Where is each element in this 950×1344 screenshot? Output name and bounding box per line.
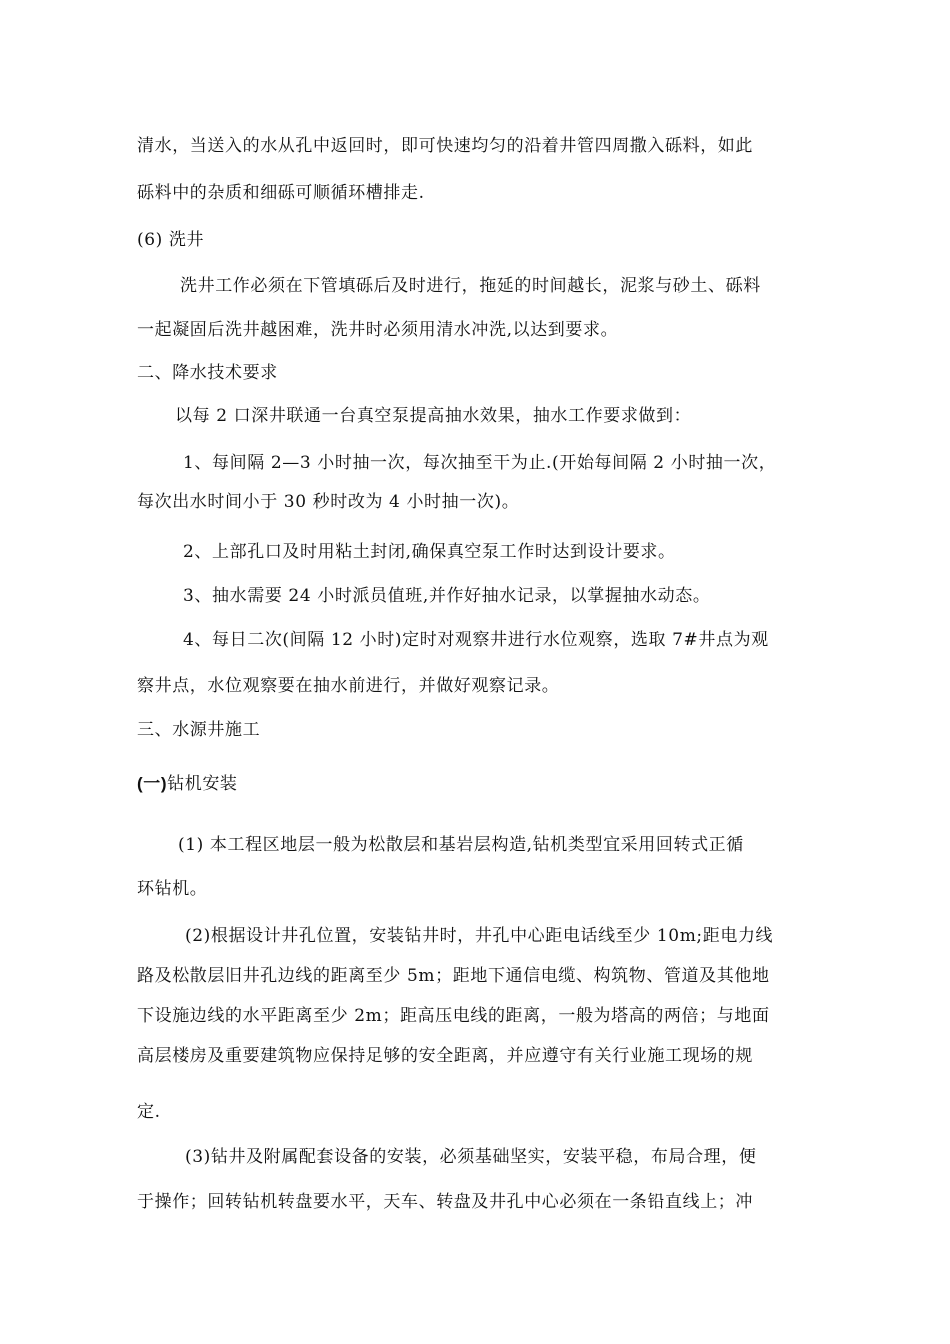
paragraph-line: 环钻机。 [137, 879, 208, 899]
list-item: 1、每间隔 2—3 小时抽一次，每次抽至干为止.(开始每间隔 2 小时抽一次， [183, 453, 777, 473]
paragraph-line: 洗井工作必须在下管填砾后及时进行，拖延的时间越长，泥浆与砂土、砾料 [180, 276, 761, 296]
paragraph-line: (2)根据设计井孔位置，安装钻井时，井孔中心距电话线至少 10m;距电力线 [185, 926, 774, 946]
list-item: 4、每日二次(间隔 12 小时)定时对观察井进行水位观察，选取 7#井点为观 [183, 630, 769, 650]
paragraph-line: 高层楼房及重要建筑物应保持足够的安全距离，并应遵守有关行业施工现场的规 [137, 1046, 753, 1066]
paragraph-line: (1) 本工程区地层一般为松散层和基岩层构造,钻机类型宜采用回转式正循 [178, 835, 744, 855]
section-heading: 二、降水技术要求 [137, 363, 278, 383]
paragraph-line: 路及松散层旧井孔边线的距离至少 5m；距地下通信电缆、构筑物、管道及其他地 [137, 966, 770, 986]
subsection-heading [137, 772, 238, 796]
section-heading: (6) 洗井 [137, 230, 205, 250]
paragraph-line: 一起凝固后洗井越困难，洗井时必须用清水冲洗,以达到要求。 [137, 320, 619, 340]
list-item-continuation: 察井点，水位观察要在抽水前进行，并做好观察记录。 [137, 676, 560, 696]
paragraph-line: (3)钻井及附属配套设备的安装，必须基础坚实，安装平稳，布局合理，便 [185, 1147, 757, 1167]
list-item-continuation: 每次出水时间小于 30 秒时改为 4 小时抽一次)。 [137, 492, 520, 512]
paragraph-line: 定. [137, 1102, 161, 1122]
paragraph-line: 下设施边线的水平距离至少 2m；距高压电线的距离，一般为塔高的两倍；与地面 [137, 1006, 770, 1026]
section-heading: 三、水源井施工 [137, 720, 261, 740]
list-item: 3、抽水需要 24 小时派员值班,并作好抽水记录，以掌握抽水动态。 [183, 586, 711, 606]
paragraph-line: 清水，当送入的水从孔中返回时，即可快速均匀的沿着井管四周撒入砾料，如此 [137, 136, 753, 156]
subsection-title: 钻机安装 [167, 774, 238, 794]
subsection-number: (一) [137, 774, 168, 793]
paragraph-line: 于操作；回转钻机转盘要水平，天车、转盘及井孔中心必须在一条铅直线上；冲 [137, 1192, 753, 1212]
paragraph-line: 以每 2 口深井联通一台真空泵提高抽水效果，抽水工作要求做到： [175, 406, 692, 426]
list-item: 2、上部孔口及时用粘土封闭,确保真空泵工作时达到设计要求。 [183, 542, 676, 562]
paragraph-line: 砾料中的杂质和细砾可顺循环槽排走. [137, 183, 425, 203]
